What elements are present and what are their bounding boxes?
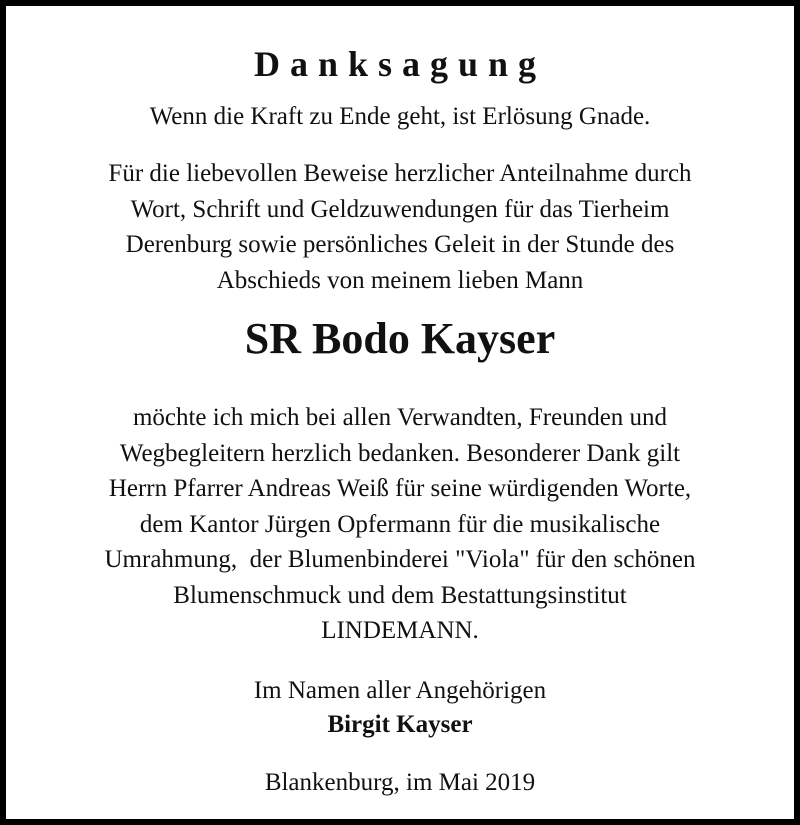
thanks-line: Wegbegleitern herzlich bedanken. Besonderer Dank gilt [119, 439, 681, 467]
motto-line: Wenn die Kraft zu Ende geht, ist Erlösung Gnade. [149, 103, 651, 130]
notice-title: Danksagung [253, 44, 547, 84]
place-date: Blankenburg, im Mai 2019 [264, 769, 536, 796]
thanks-line: Blumenschmuck und dem Bestattungsinstitut [173, 581, 627, 609]
signer-name: Birgit Kayser [327, 711, 473, 738]
thanks-line: Umrahmung, der Blumenbinderei "Viola" für den schönen [104, 546, 696, 573]
closing-line: Im Namen aller Angehörigen [253, 677, 547, 704]
intro-line: Wort, Schrift und Geldzuwendungen für das Tierheim [130, 195, 670, 223]
thanks-line: LINDEMANN. [321, 617, 479, 644]
thanks-line: dem Kantor Jürgen Opfermann für die musikalische [139, 510, 661, 538]
thanks-paragraph [6, 400, 794, 649]
deceased-name: SR Bodo Kayser [244, 314, 556, 363]
thanks-line: möchte ich mich bei allen Verwandten, Freunden und [132, 404, 668, 431]
intro-line: Für die liebevollen Beweise herzlicher Anteilnahme durch [108, 160, 692, 187]
intro-line: Abschieds von meinem lieben Mann [216, 266, 584, 294]
intro-paragraph [6, 156, 794, 298]
thanks-line: Herrn Pfarrer Andreas Weiß für seine würdigenden Worte, [108, 475, 692, 502]
intro-line: Derenburg sowie persönliches Geleit in der Stunde des [125, 231, 675, 258]
